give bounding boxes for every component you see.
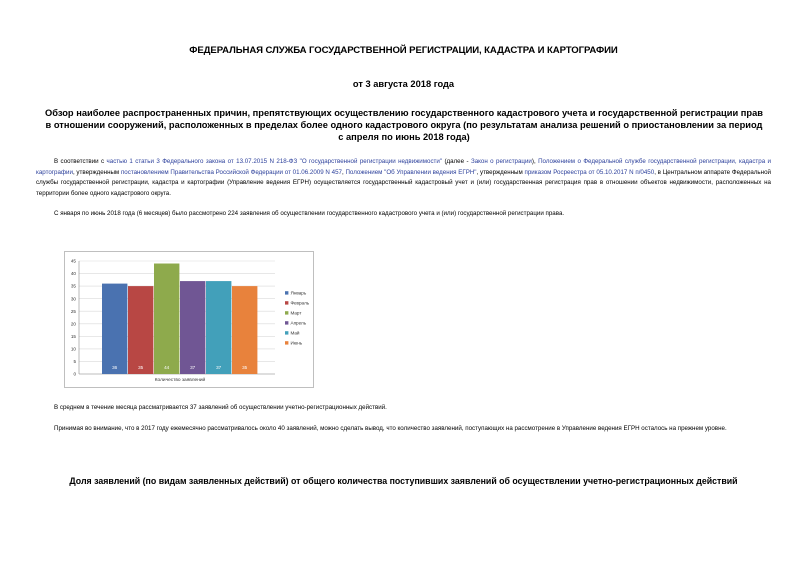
y-tick-label: 45	[70, 258, 76, 264]
y-tick-label: 20	[70, 321, 76, 327]
text-span: , в Центральном аппарате Федеральной службы государственной регистрации, кадастра и картографии (Управление ведения ЕГРН) осуществляется государственный кадастровый учет и (или) государственная регистрация прав в отношении объектов недвижимости, расположенных на территории более одного кадастрового округа.	[36, 168, 771, 197]
data-label: 35	[138, 365, 144, 370]
bar-3	[154, 264, 179, 374]
y-tick-label: 10	[70, 346, 76, 352]
registration-law-link[interactable]: Закон о регистрации	[470, 158, 532, 165]
legend-label: Февраль	[290, 300, 310, 306]
legend-swatch	[285, 321, 288, 324]
paragraph-total-applications	[36, 209, 771, 220]
bar-2	[128, 286, 153, 374]
legend-swatch	[285, 341, 288, 344]
rosreestr-order-link[interactable]: приказом Росреестра от 05.10.2017 N п/0450	[524, 168, 655, 176]
text-span: В соответствии с	[54, 158, 107, 165]
text-span: (далее -	[442, 158, 471, 165]
government-decree-link[interactable]: постановлением Правительства Российской Федерации от 01.06.2009 N 457	[120, 168, 342, 176]
bar-1	[102, 284, 127, 374]
y-tick-label: 5	[73, 359, 76, 365]
y-tick-label: 35	[70, 283, 76, 289]
chart-svg	[65, 252, 313, 387]
paragraph-monthly-average	[36, 403, 771, 414]
data-label: 36	[112, 365, 118, 370]
data-label: 37	[216, 365, 222, 370]
legend-swatch	[285, 311, 288, 314]
legend-swatch	[285, 331, 288, 334]
legend-label: Июнь	[290, 340, 303, 346]
legend-label: Март	[290, 310, 302, 316]
text-span: , утвержденным	[476, 168, 525, 176]
section-subtitle: Доля заявлений (по видам заявленных действий) от общего количества поступивших заявлений об осуществлении учетно-регистрационных действий	[69, 476, 738, 486]
law-link[interactable]: частью 1 статьи 3 Федерального закона от 13.07.2015 N 218-ФЗ "О государственной регистрации недвижимости"	[106, 158, 443, 165]
legend-swatch	[285, 291, 288, 294]
text-span: ,	[341, 168, 346, 176]
bar-6	[232, 286, 257, 374]
paragraph-text: В среднем в течение месяца рассматривается 37 заявлений об осуществлении учетно-регистрационных действий.	[54, 404, 387, 411]
legend-label: Апрель	[290, 320, 307, 326]
y-tick-label: 15	[70, 333, 76, 339]
service-regulation-link[interactable]: Положением о Федеральной службе государственной регистрации, кадастра и картографии	[36, 158, 772, 176]
paragraph-text: Принимая во внимание, что в 2017 году ежемесячно рассматривалось около 40 заявлений, можно сделать вывод, что количество заявлений, поступающих на рассмотрение в Управление ведения ЕГРН осталось на прежнем уровне.	[54, 425, 727, 432]
document-date: от 3 августа 2018 года	[352, 79, 455, 89]
data-label: 35	[242, 365, 248, 370]
paragraph-text: С января по июнь 2018 года (6 месяцев) было рассмотрено 224 заявления об осуществлении государственного кадастрового учета и (или) государственной регистрации права.	[54, 210, 565, 217]
legend-label: Январь	[290, 290, 307, 296]
bar-4	[180, 281, 205, 374]
paragraph-legal-basis	[36, 157, 771, 199]
y-tick-label: 30	[70, 296, 76, 302]
y-tick-label: 0	[73, 371, 76, 377]
organization-heading: ФЕДЕРАЛЬНАЯ СЛУЖБА ГОСУДАРСТВЕННОЙ РЕГИСТРАЦИИ, КАДАСТРА И КАРТОГРАФИИ	[189, 45, 618, 56]
data-label: 44	[164, 365, 170, 370]
bar-5	[206, 281, 231, 374]
y-tick-label: 25	[70, 308, 76, 314]
text-span: , утвержденным	[72, 168, 121, 176]
monthly-applications-chart	[64, 251, 314, 388]
text-span: ),	[531, 158, 539, 165]
x-axis-label: Количество заявлений	[154, 378, 206, 383]
document-title: Обзор наиболее распространенных причин, препятствующих осуществлению государственного кадастрового учета и государственной регистрации прав в отношении сооружений, расположенных в пределах более одного кадастрового округа (по результатам анализа решений о приостановлении за период с апреля по июнь 2018 года)	[45, 108, 763, 142]
y-tick-label: 40	[70, 271, 76, 277]
data-label: 37	[190, 365, 196, 370]
paragraph-comparison	[36, 424, 771, 435]
legend-label: Май	[290, 330, 300, 336]
legend-swatch	[285, 301, 288, 304]
egrn-regulation-link[interactable]: Положением "Об Управлении ведения ЕГРН"	[345, 168, 477, 176]
